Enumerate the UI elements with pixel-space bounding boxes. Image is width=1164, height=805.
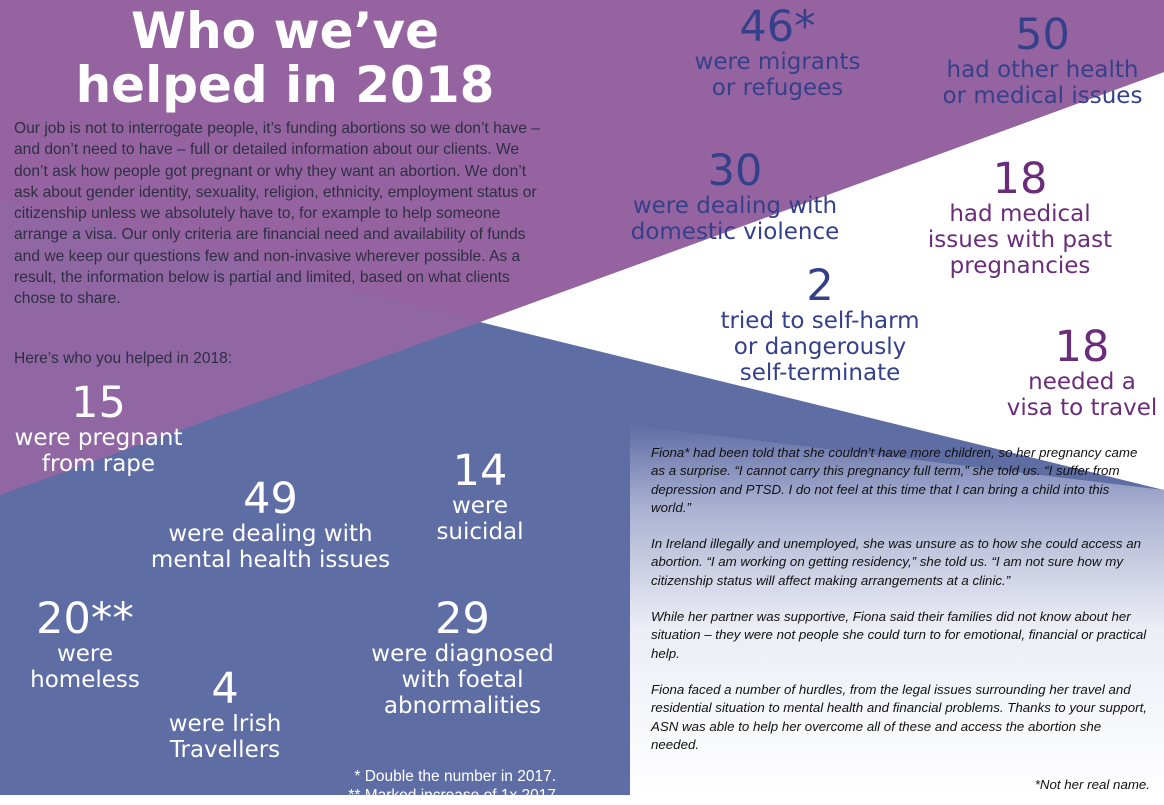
stat-mental-health (148, 474, 393, 573)
stat-label: had other health (946, 57, 1139, 83)
stat-label: issues with past (927, 227, 1113, 253)
story-paragraph-4: Fiona faced a number of hurdles, from the legal issues surrounding her travel and residential situation to mental health and financial problems. Thanks to your support, ASN was able to help her overcome all of these and access the abortion she needed. (651, 681, 1147, 752)
stat-label: needed a (1028, 369, 1136, 395)
stat-label: were pregnant (14, 425, 183, 451)
stat-label: domestic violence (630, 219, 840, 245)
stat-migrants (680, 2, 875, 101)
stat-number: 20** (36, 594, 134, 644)
story-paragraph-2: In Ireland illegally and unemployed, she was unsure as to how she could access an abortion. “I am working on getting residency,” she told us. “I am not sure how my citizenship status will affect making arrangements at a clinic.” (651, 536, 1142, 588)
stat-label: tried to self-harm (720, 308, 920, 334)
stat-label: homeless (30, 667, 140, 693)
stat-label: were (451, 493, 509, 519)
stat-number: 18 (1054, 322, 1110, 372)
stat-label: had medical (949, 201, 1091, 227)
story-paragraph-1: Fiona* had been told that she couldn’t have more children, so her pregnancy came as a surprise. “I cannot carry this pregnancy full term,” she told us. “I suffer from depression and PTSD. I do not feel at this time that I can bring a child into this world.” (651, 445, 1138, 515)
stat-label: pregnancies (949, 253, 1091, 279)
stat-label: abnormalities (383, 693, 542, 719)
stat-number: 49 (243, 474, 298, 524)
stat-foetal-abnormalities (360, 594, 565, 719)
stat-label: with foetal (401, 667, 524, 693)
stat-self-harm (705, 261, 935, 386)
stat-label: were (56, 641, 114, 667)
stat-label: visa to travel (1006, 395, 1158, 421)
stat-domestic-violence (620, 146, 850, 245)
helped-heading: Here’s who you helped in 2018: (14, 350, 233, 367)
stat-label: were dealing with (632, 193, 838, 219)
stat-label: or medical issues (942, 83, 1143, 109)
page-title-line-2: helped in 2018 (75, 56, 495, 114)
stat-number: 2 (806, 261, 834, 311)
story-paragraph-3: While her partner was supportive, Fiona said their families did not know about her situation – they were not people she could turn to for emotional, financial or practical help. (651, 609, 1147, 661)
stat-label: or dangerously (733, 334, 907, 360)
footnote-double: * Double the number in 2017. (354, 768, 556, 785)
stat-other-health (930, 10, 1155, 109)
stat-label: Travellers (169, 737, 281, 763)
intro-paragraph: Our job is not to interrogate people, it’s funding abortions so we don’t have – and don’t need to have – full or detailed information about our clients. We don’t ask how people got pregnant or why they want an abortion. We don’t ask about gender identity, sexuality, religion, ethnicity, employment status or citizenship unless we absolutely have to, for example to help someone arrange a visa. Our only criteria are financial need and availability of funds and we keep our questions few and non-invasive wherever possible. As a result, the information below is partial and limited, based on what clients chose to share. (14, 120, 540, 308)
stat-label: from rape (41, 451, 156, 477)
page-title-line-1: Who we’ve (130, 2, 440, 60)
stat-label: or refugees (711, 75, 844, 101)
stat-rape (6, 378, 191, 477)
stat-suicidal (420, 446, 540, 545)
stat-visa (1002, 322, 1162, 421)
stat-past-pregnancies (910, 154, 1130, 279)
stat-number: 29 (435, 594, 490, 644)
stat-label: mental health issues (150, 547, 391, 573)
stat-label: were dealing with (168, 521, 373, 547)
stat-homeless (20, 594, 150, 693)
stat-number: 46* (739, 2, 816, 52)
stat-irish-travellers (160, 664, 290, 763)
story-name-note: *Not her real name. (1034, 777, 1150, 792)
client-story (651, 444, 1151, 772)
stat-number: 50 (1015, 10, 1070, 60)
stat-label: were Irish (168, 711, 282, 737)
stat-number: 14 (452, 446, 508, 496)
footnote-increase: ** Marked increase of 1x 2017 (348, 787, 556, 804)
stat-number: 30 (707, 146, 763, 196)
stat-number: 18 (992, 154, 1048, 204)
stat-label: suicidal (436, 519, 524, 545)
stat-number: 15 (71, 378, 126, 428)
stat-number: 4 (211, 664, 239, 714)
stat-label: were diagnosed (371, 641, 554, 667)
page-title (60, 4, 510, 112)
stat-label: self-terminate (739, 360, 901, 386)
stat-label: were migrants (694, 49, 861, 75)
